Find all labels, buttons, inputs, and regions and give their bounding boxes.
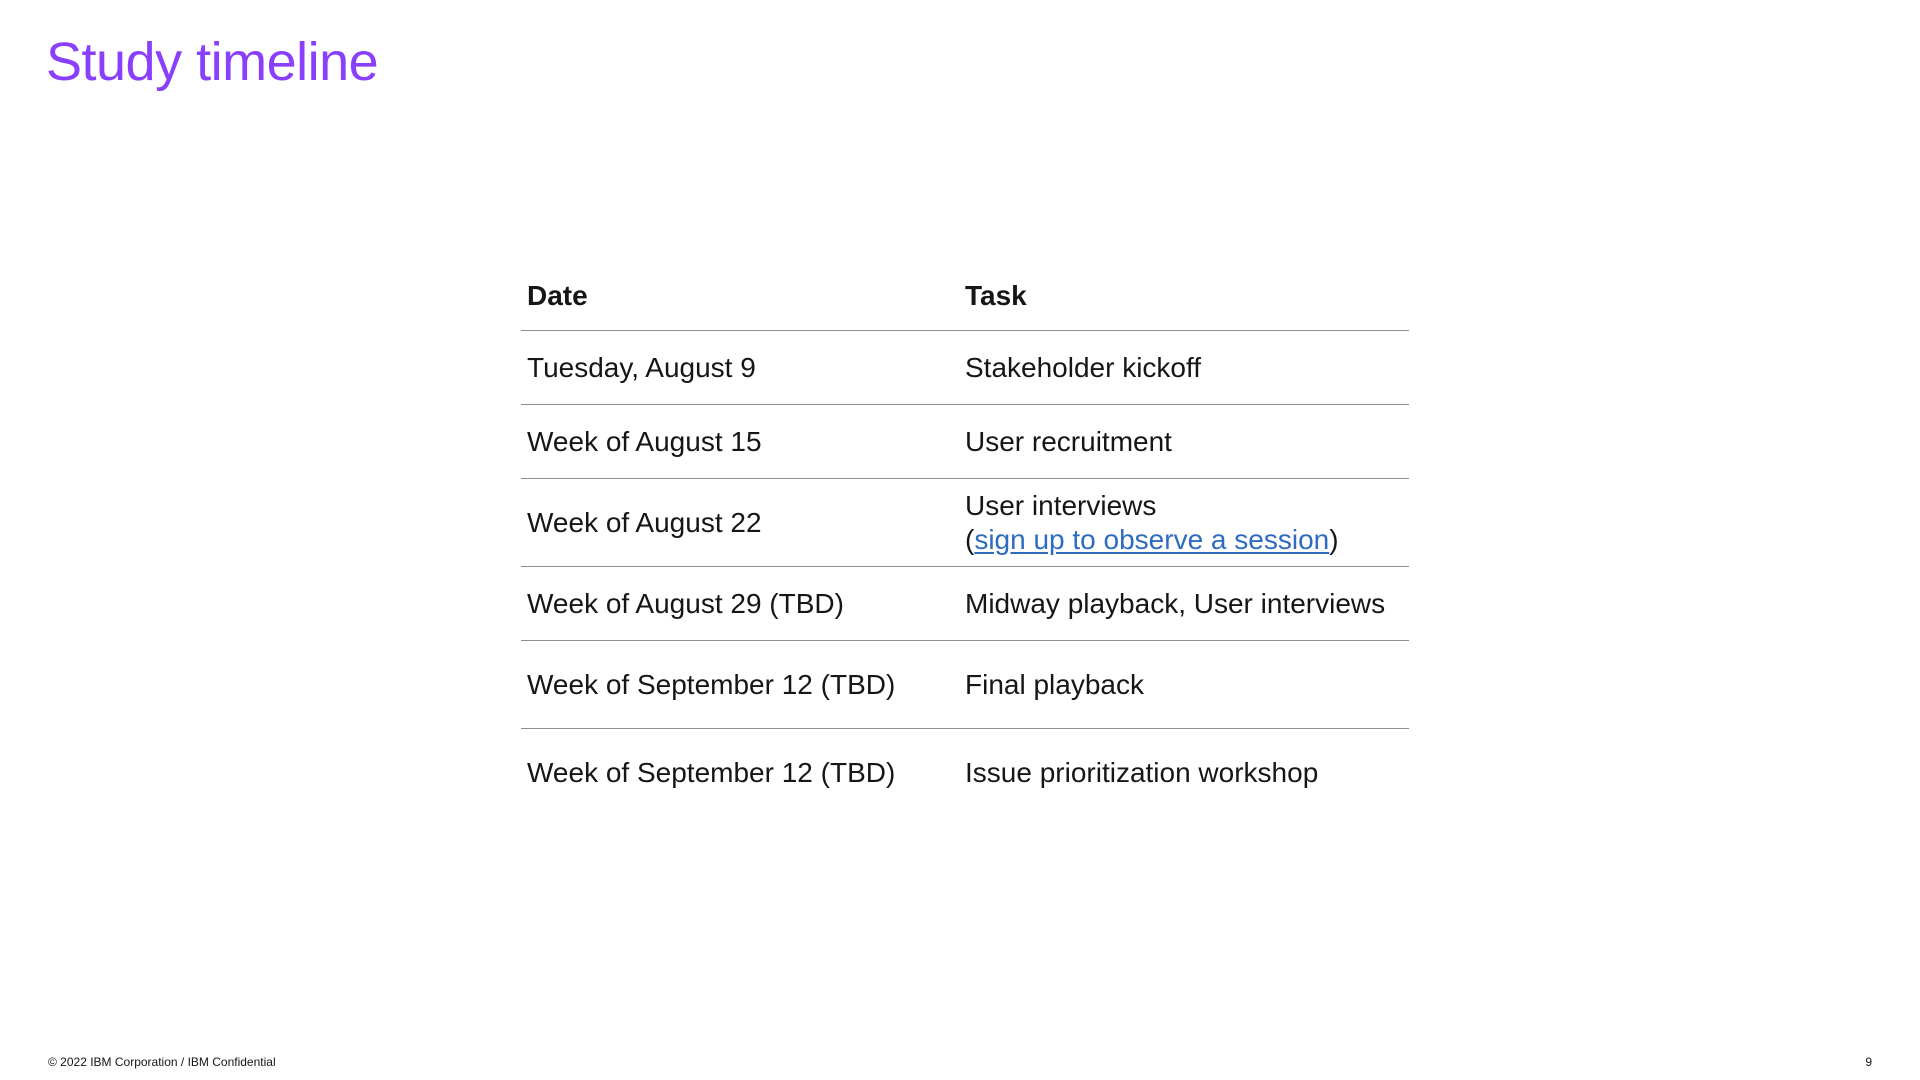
timeline-table xyxy=(521,262,1409,817)
row-task: Stakeholder kickoff xyxy=(965,331,1409,405)
footer-copyright: © 2022 IBM Corporation / IBM Confidential xyxy=(48,1055,276,1069)
row-date: Week of August 15 xyxy=(521,405,965,479)
link-open-paren: ( xyxy=(965,523,975,555)
table-row xyxy=(521,331,1409,405)
row-date: Tuesday, August 9 xyxy=(521,331,965,405)
row-date: Week of September 12 (TBD) xyxy=(527,756,896,788)
row-task: Issue prioritization workshop xyxy=(965,756,1319,788)
row-task: Final playback xyxy=(965,641,1409,729)
column-header-task: Task xyxy=(965,262,1409,331)
observe-session-link[interactable]: sign up to observe a session xyxy=(974,523,1330,555)
row-task-with-link xyxy=(965,479,1409,567)
row-task-link-line xyxy=(965,523,1409,557)
column-header-date: Date xyxy=(521,262,965,331)
table-row xyxy=(521,729,1409,817)
table-header-row xyxy=(521,262,1409,331)
row-date: Week of August 22 xyxy=(521,479,965,567)
table-row xyxy=(521,479,1409,567)
row-task: Midway playback, User interviews xyxy=(965,567,1409,641)
link-close-paren: ) xyxy=(1329,523,1339,555)
table-row xyxy=(521,567,1409,641)
row-task-text: User interviews xyxy=(965,489,1157,521)
table-row xyxy=(521,641,1409,729)
table-row xyxy=(521,405,1409,479)
row-date: Week of September 12 (TBD) xyxy=(521,641,965,729)
row-date: Week of August 29 (TBD) xyxy=(521,567,965,641)
slide-title: Study timeline xyxy=(46,32,379,92)
row-task: User recruitment xyxy=(965,405,1409,479)
page-number: 9 xyxy=(1865,1055,1872,1069)
